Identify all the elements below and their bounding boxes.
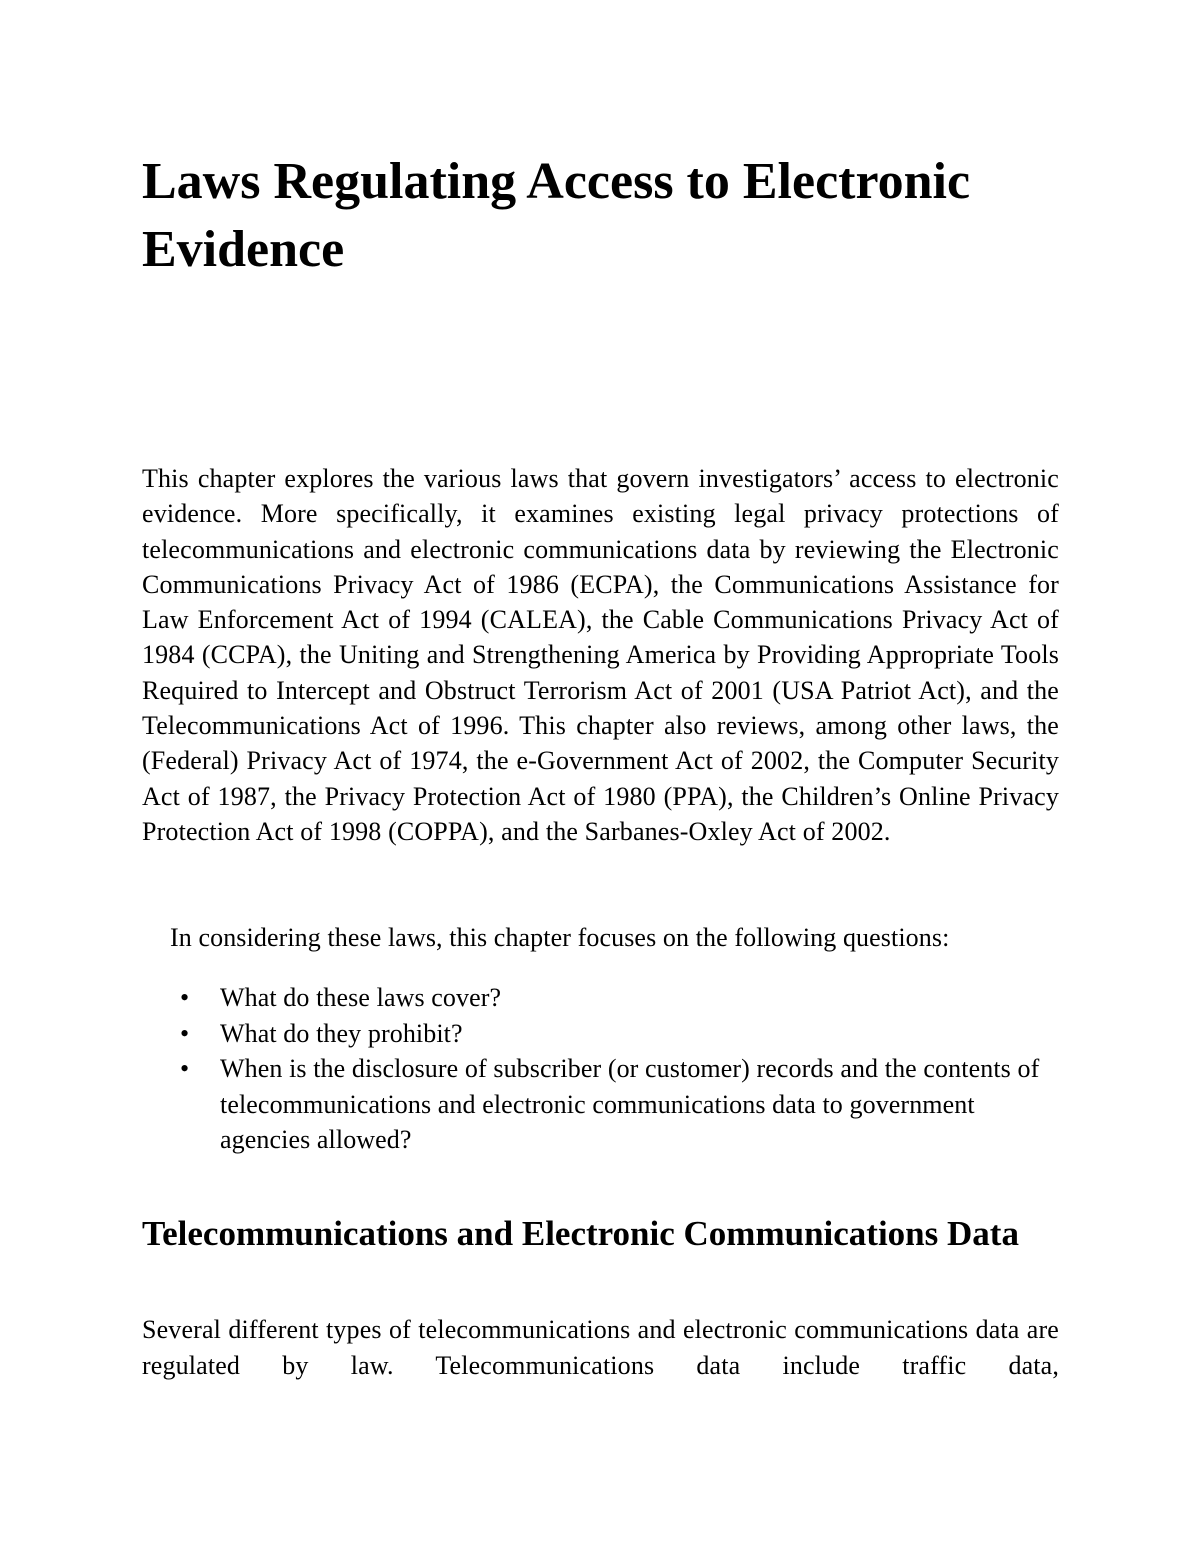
section-heading: Telecommunications and Electronic Communications Data [142,1214,1019,1253]
questions-lead-in: In considering these laws, this chapter focuses on the following questions: [170,923,950,952]
bullet-icon: • [180,983,190,1012]
list-item [180,1051,1060,1158]
intro-paragraph: This chapter explores the various laws that govern investigators’ access to electronic evidence. More specifically, it examines existing legal privacy protections of telecommunications and electronic communications data by reviewing the Electronic Communications Privacy Act of 1986 (ECPA), the Communications Assistance for Law Enforcement Act of 1994 (CALEA), the Cable Communications Privacy Act of 1984 (CCPA), the Uniting and Strengthening America by Providing Appropriate Tools Required to Intercept and Obstruct Terrorism Act of 2001 (USA Patriot Act), and the Telecommunications Act of 1996. This chapter also reviews, among other laws, the (Federal) Privacy Act of 1974, the e-Government Act of 2002, the Computer Security Act of 1987, the Privacy Protection Act of 1980 (PPA), the Children’s Online Privacy Protection Act of 1998 (COPPA), and the Sarbanes-Oxley Act of 2002. [142,464,1059,846]
questions-list [180,980,1060,1158]
question-text: What do these laws cover? [220,983,502,1012]
question-text: What do they prohibit? [220,1018,463,1048]
question-text: When is the disclosure of subscriber (or customer) records and the contents of telecommunications and electronic communications data to government agencies allowed? [220,1054,1040,1154]
section-body: Several different types of telecommunications and electronic communications data are regulated by law. Telecommunications data include traffic data, [142,1315,1059,1380]
bullet-icon: • [180,1018,190,1048]
bullet-icon: • [180,1054,190,1083]
list-item [180,980,1060,1016]
chapter-title: Laws Regulating Access to Electronic Evidence [142,153,971,278]
list-item [180,1016,1060,1052]
